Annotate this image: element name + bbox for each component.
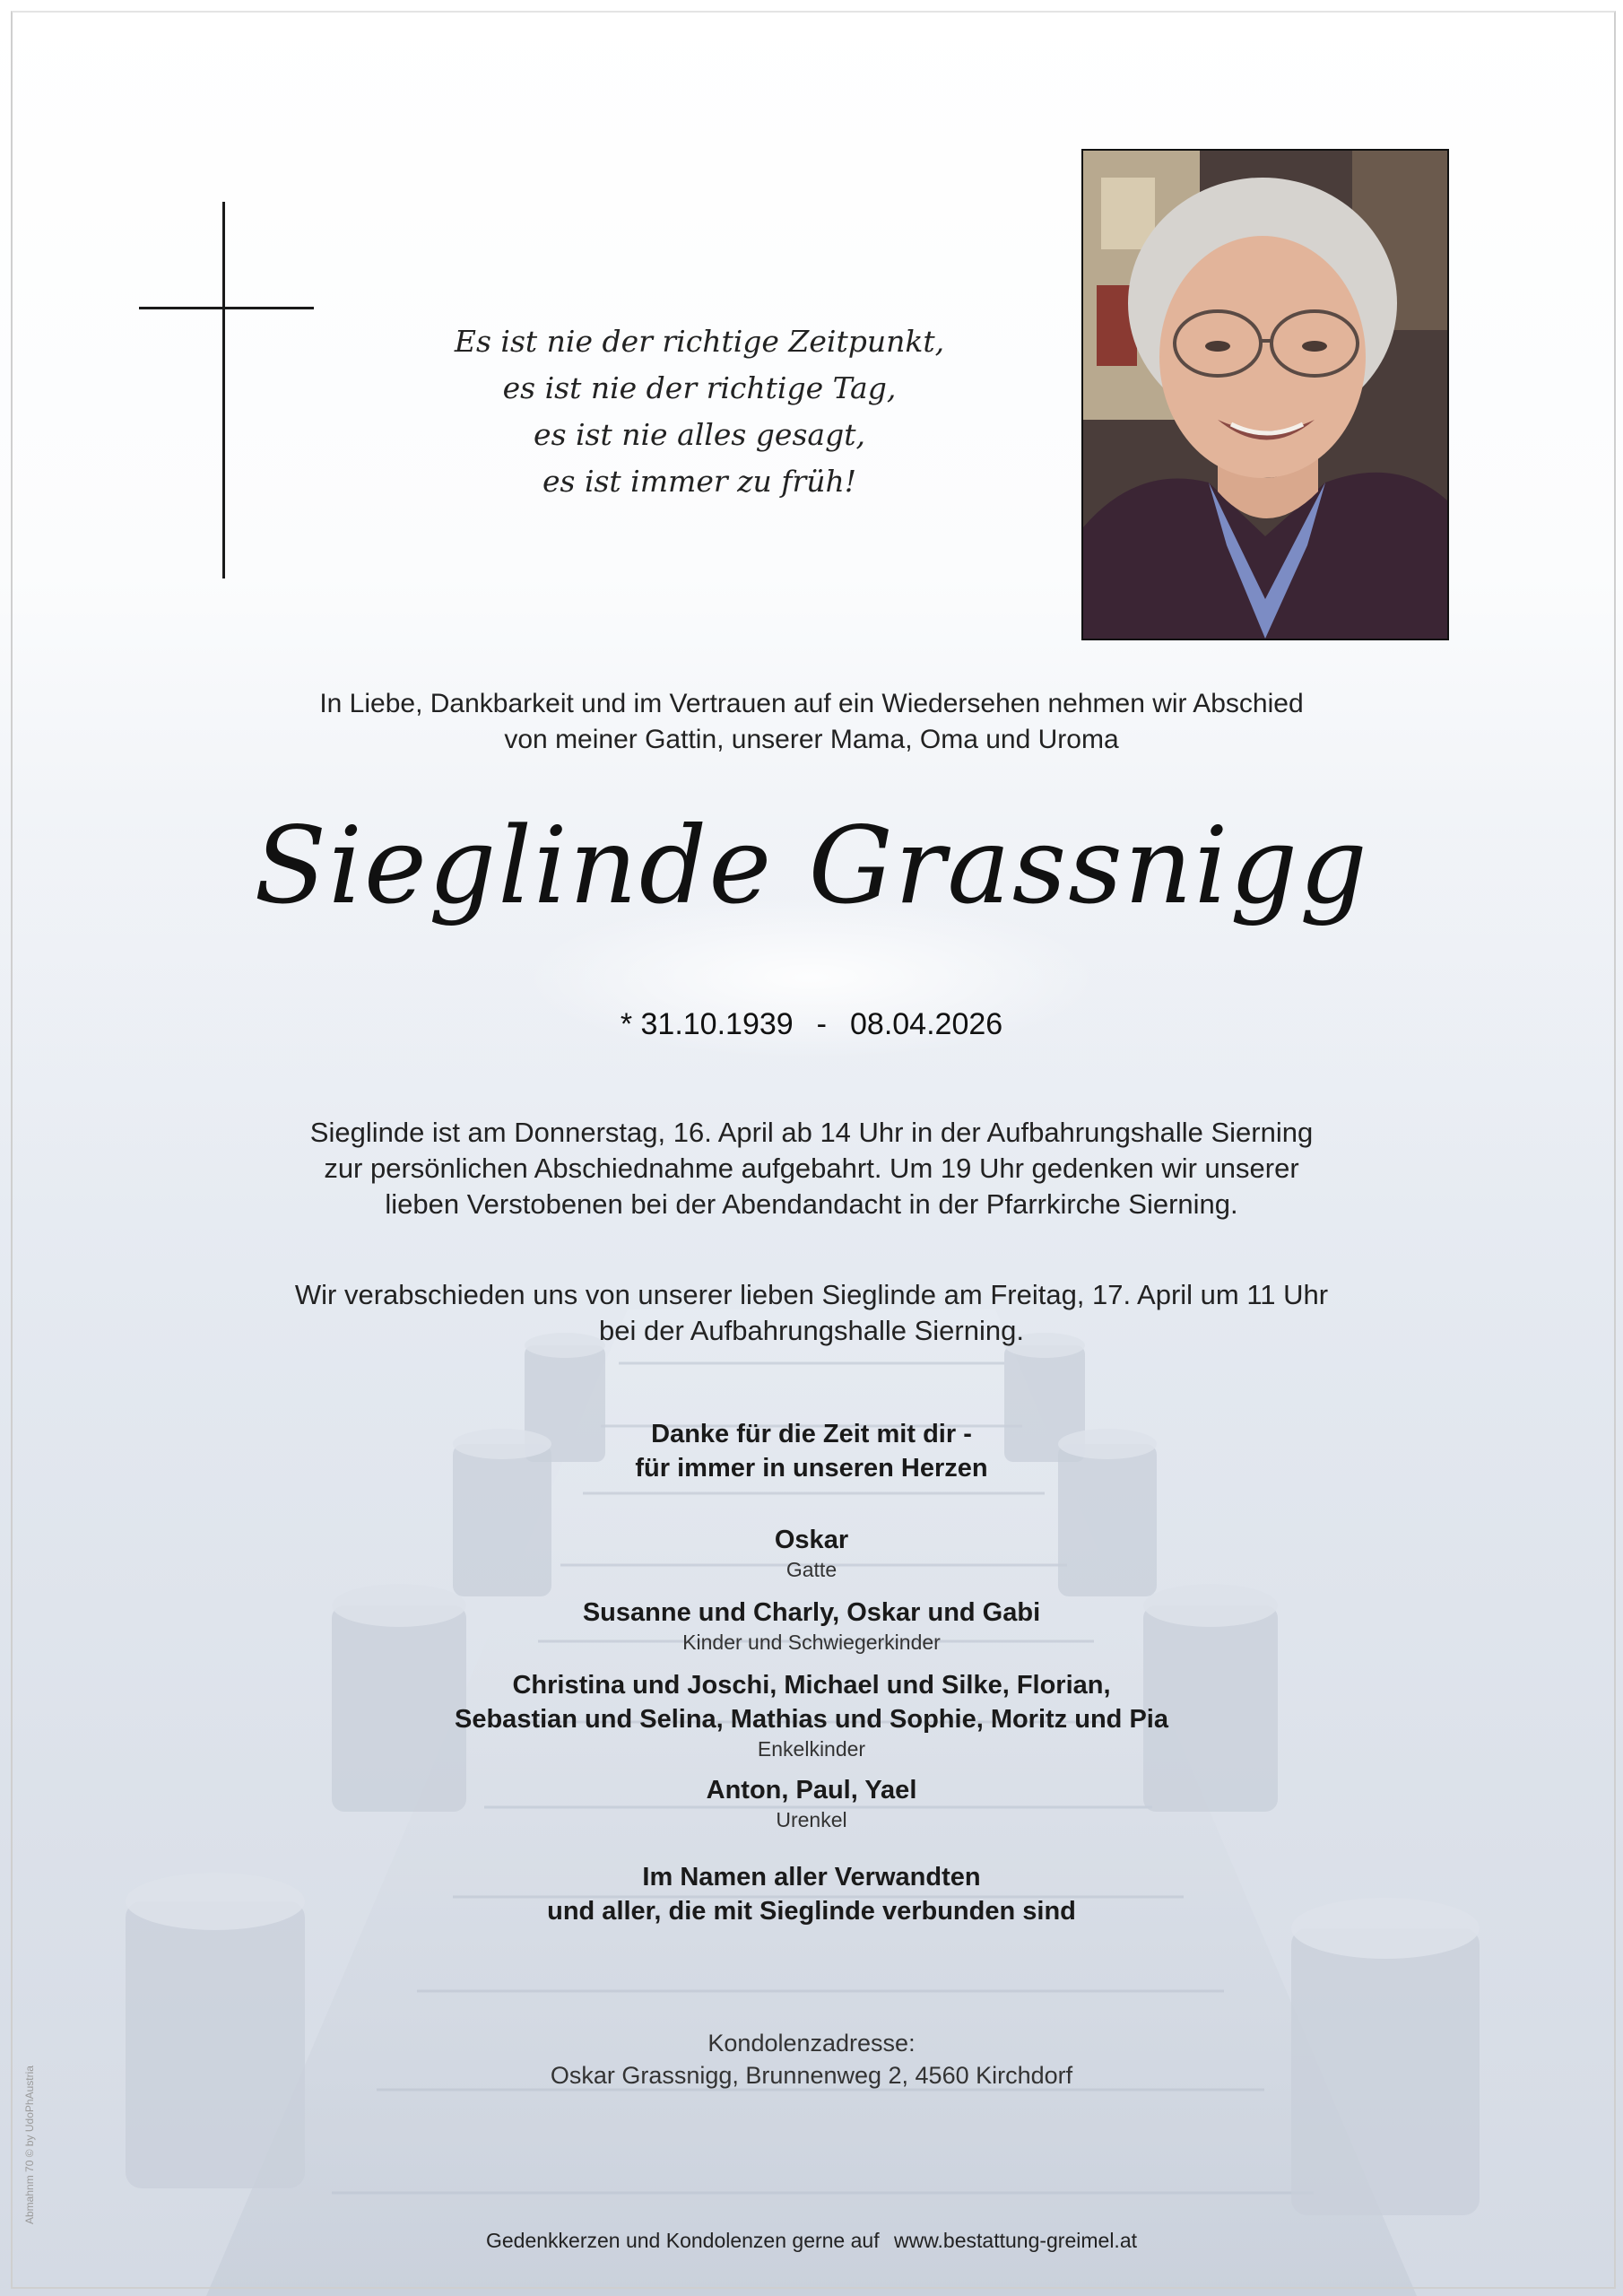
family-group-grandchildren (179, 1668, 1444, 1761)
footer (179, 2227, 1444, 2254)
family-group-children (179, 1596, 1444, 1655)
portrait-photo (1081, 149, 1449, 640)
family-relation: Gatte (785, 1558, 838, 1581)
life-dates (179, 1004, 1444, 1044)
intro-line: von meiner Gattin, unserer Mama, Oma und Uroma (504, 725, 1119, 754)
poem-line: es ist nie der richtige Tag, (502, 370, 897, 405)
paragraph-line: bei der Aufbahrungshalle Sierning. (599, 1315, 1024, 1346)
intro-line: In Liebe, Dankbarkeit und im Vertrauen auf ein Wiedersehen nehmen wir Abschied (319, 689, 1304, 718)
cross-icon (139, 202, 314, 578)
birth-date: * 31.10.1939 (620, 1007, 794, 1041)
family-group-great-grandchildren (179, 1773, 1444, 1832)
condolence-address-line: Oskar Grassnigg, Brunnenweg 2, 4560 Kirchdorf (550, 2062, 1073, 2089)
thanks-line: für immer in unseren Herzen (635, 1454, 988, 1483)
family-names: Anton, Paul, Yael (706, 1776, 917, 1805)
condolence-label: Kondolenzadresse: (707, 2030, 916, 2057)
family-names: Sebastian und Selina, Mathias und Sophie, Moritz und Pia (455, 1705, 1168, 1734)
family-relation: Enkelkinder (757, 1737, 866, 1761)
poem-line: es ist nie alles gesagt, (534, 417, 865, 452)
death-date: 08.04.2026 (850, 1007, 1003, 1041)
poem (421, 318, 977, 505)
farewell-paragraph (161, 1277, 1462, 1349)
family-names: Oskar (774, 1526, 849, 1554)
poem-line: es ist immer zu früh! (542, 464, 856, 499)
condolence-address (179, 2027, 1444, 2092)
footer-link[interactable]: www.bestattung-greimel.at (893, 2229, 1137, 2252)
family-names: Christina und Joschi, Michael und Silke, Florian, (512, 1671, 1111, 1700)
thanks-text (179, 1417, 1444, 1485)
paragraph-line: zur persönlichen Abschiednahme aufgebahrt. Um 19 Uhr gedenken wir unserer (324, 1152, 1299, 1184)
family-relation: Urenkel (776, 1808, 847, 1831)
side-credit: Abmahnm 70 © by UdoPhAustria (23, 2066, 36, 2224)
closing-line: Im Namen aller Verwandten (642, 1863, 981, 1892)
deceased-name: Sieglinde Grassnigg (254, 804, 1369, 927)
family-group-spouse (179, 1523, 1444, 1582)
closing-text (179, 1860, 1444, 1928)
family-relation: Kinder und Schwiegerkinder (682, 1631, 941, 1654)
thanks-line: Danke für die Zeit mit dir - (651, 1420, 972, 1448)
paragraph-line: lieben Verstobenen bei der Abendandacht in der Pfarrkirche Sierning. (385, 1188, 1238, 1220)
paragraph-line: Wir verabschieden uns von unserer lieben Sieglinde am Freitag, 17. April um 11 Uhr (294, 1279, 1329, 1310)
date-separator: - (816, 1007, 827, 1041)
paragraph-line: Sieglinde ist am Donnerstag, 16. April ab 14 Uhr in der Aufbahrungshalle Sierning (309, 1117, 1314, 1148)
family-names: Susanne und Charly, Oskar und Gabi (582, 1598, 1041, 1627)
viewing-paragraph (161, 1115, 1462, 1222)
footer-text: Gedenkkerzen und Kondolenzen gerne auf (485, 2229, 880, 2252)
intro-text (179, 686, 1444, 758)
closing-line: und aller, die mit Sieglinde verbunden sind (547, 1897, 1076, 1926)
poem-line: Es ist nie der richtige Zeitpunkt, (454, 324, 945, 359)
